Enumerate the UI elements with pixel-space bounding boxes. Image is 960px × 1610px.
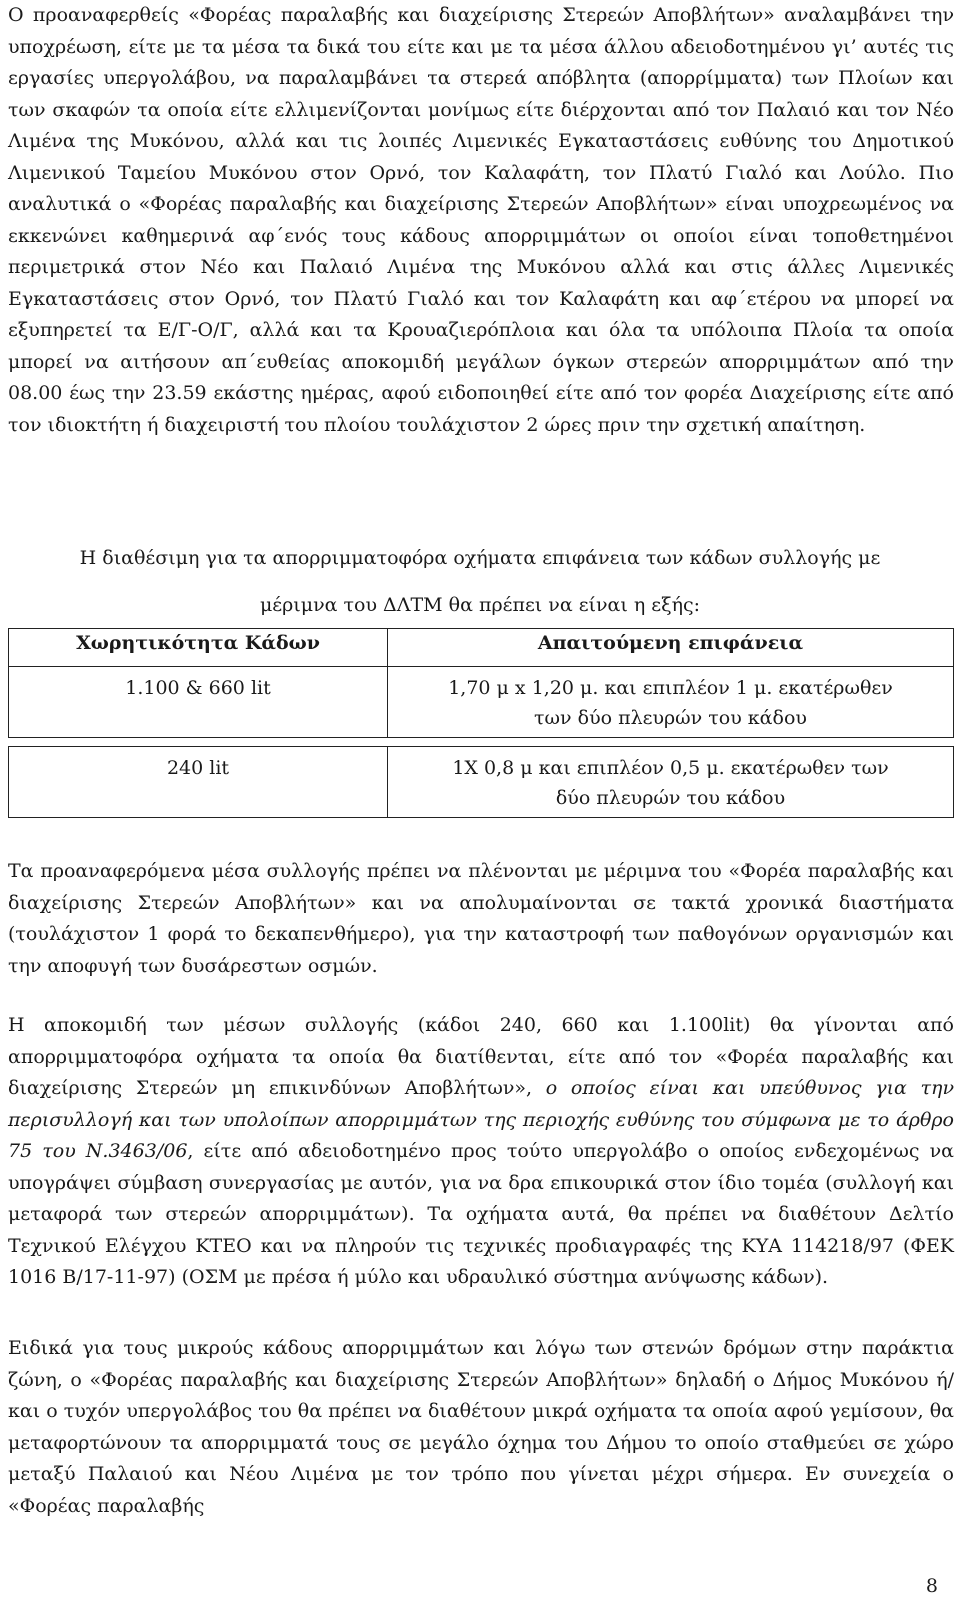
table-row: [9, 747, 954, 818]
cell-surface-line: δύο πλευρών του κάδου: [555, 787, 786, 809]
spacer-cell: [9, 738, 388, 747]
cell-capacity: 240 lit: [9, 747, 388, 818]
table-caption-line-1: Η διαθέσιμη για τα απορριμματοφόρα οχήματα επιφάνεια των κάδων συλλογής με: [79, 547, 881, 569]
paragraph-small-bins: Ειδικά για τους μικρούς κάδους απορριμμάτων και λόγω των στενών δρόμων στην παράκτια ζώνη, ο «Φορέας παραλαβής και διαχείρισης Στερεών Αποβλήτων» δηλαδή ο Δήμος Μυκόνου ή/και ο τυχόν υπεργολάβος του θα πρέπει να διαθέτουν μικρά οχήματα τα οποία αφού γεμίσουν, θα μεταφορτώνουν τα απορριμματά τους σε μεγάλο όχημα του Δήμου το οποίο σταθμεύει σε χώρο μεταξύ Παλαιού και Νέου Λιμένα με τον τρόπο που γίνεται μέχρι σήμερα. Εν συνεχεία ο «Φορέας παραλαβής: [8, 1337, 954, 1517]
header-required-surface: Απαιτούμενη επιφάνεια: [388, 629, 954, 667]
table-caption-line-2: μέριμνα του ΔΛΤΜ θα πρέπει να είναι η εξής:: [259, 594, 701, 616]
cell-surface-line: των δύο πλευρών του κάδου: [534, 707, 807, 729]
page-number: 8: [925, 1575, 938, 1597]
paragraph-bin-washing: Τα προαναφερόμενα μέσα συλλογής πρέπει να πλένονται με μέριμνα του «Φορέα παραλαβής και διαχείρισης Στερεών Αποβλήτων» και να απολυμαίνονται σε τακτά χρονικά διαστήματα (τουλάχιστον 1 φορά το δεκαπενθήμερο), για την καταστροφή των παθογόνων οργανισμών και την αποφυγή των δυσάρεστων οσμών.: [8, 860, 954, 977]
spacer-cell: [388, 738, 954, 747]
cell-surface-line: 1Χ 0,8 μ και επιπλέον 0,5 μ. εκατέρωθεν των: [452, 757, 889, 779]
table-row: [9, 667, 954, 738]
table-header-row: [9, 629, 954, 667]
paragraph-italic-text: ο οποίος είναι και υπεύθυνος για την περισυλλογή και των υπολοίπων απορριμμάτων της περιοχής ευθύνης του σύμφωνα με το άρθρο 75 του Ν.3463/06: [8, 1077, 954, 1162]
cell-surface-line: 1,70 μ x 1,20 μ. και επιπλέον 1 μ. εκατέρωθεν: [448, 677, 893, 699]
cell-surface: [388, 667, 954, 738]
paragraph-text: Η αποκομιδή των μέσων συλλογής (κάδοι 240, 660 και 1.100lit) θα γίνονται από απορριμματοφόρα οχήματα τα οποία θα διατίθενται, είτε από τον «Φορέα παραλαβής και διαχείρισης Στερεών μη επικινδύνων Αποβλήτων»,: [8, 1014, 954, 1099]
cell-capacity: 1.100 & 660 lit: [9, 667, 388, 738]
bin-surface-requirements-table: [8, 628, 954, 818]
paragraph-bin-collection-vehicles: [8, 1010, 954, 1294]
cell-surface: [388, 747, 954, 818]
paragraph-waste-collection-obligation: Ο προαναφερθείς «Φορέας παραλαβής και διαχείρισης Στερεών Αποβλήτων» αναλαμβάνει την υποχρέωση, είτε με τα μέσα τα δικά του είτε και με τα μέσα άλλου αδειοδοτημένου γι’ αυτές τις εργασίες υπεργολάβου, να παραλαμβάνει τα στερεά απόβλητα (απορρίμματα) των Πλοίων και των σκαφών τα οποία είτε ελλιμενίζονται μονίμως είτε διέρχονται από τον Παλαιό και τον Νέο Λιμένα της Μυκόνου, αλλά και τις λοιπές Λιμενικές Εγκαταστάσεις ευθύνης του Δημοτικού Λιμενικού Ταμείου Μυκόνου στον Ορνό, τον Καλαφάτη, τον Πλατύ Γιαλό και Λούλο. Πιο αναλυτικά ο «Φορέας παραλαβής και διαχείρισης Στερεών Αποβλήτων» είναι υποχρεωμένος να εκκενώνει καθημερινά αφ΄ενός τους κάδους απορριμμάτων οι οποίοι είναι τοποθετημένοι περιμετρικά στον Νέο και Παλαιό Λιμένα της Μυκόνου αλλά και στις άλλες Λιμενικές Εγκαταστάσεις στον Ορνό, τον Πλατύ Γιαλό και τον Καλαφάτη και αφ΄ετέρου να μπορεί να εξυπηρετεί τα Ε/Γ-Ο/Γ, αλλά και τα Κρουαζιερόπλοια και όλα τα υπόλοιπα Πλοία τα οποία μπορεί να αιτήσουν απ΄ευθείας αποκομιδή μεγάλων όγκων στερεών απορριμμάτων από την 08.00 έως την 23.59 εκάστης ημέρας, αφού ειδοποιηθεί είτε από τον φορέα Διαχείρισης είτε από τον ιδιοκτήτη ή διαχειριστή του πλοίου τουλάχιστον 2 ώρες πριν την σχετική απαίτηση.: [8, 4, 954, 436]
header-bin-capacity: Χωρητικότητα Κάδων: [9, 629, 388, 667]
paragraph-text: , είτε από αδειοδοτημένο προς τούτο υπεργολάβο ο οποίος ενδεχομένως να υπογράψει σύμβαση συνεργασίας με αυτόν, για να δρα επικουρικά στον ίδιο τομέα (συλλογή και μεταφορά των στερεών απορριμμάτων). Τα οχήματα αυτά, θα πρέπει να διαθέτουν Δελτίο Τεχνικού Ελέγχου ΚΤΕΟ και να πληρούν τις τεχνικές προδιαγραφές της ΚΥΑ 114218/97 (ΦΕΚ 1016 Β/17-11-97) (ΟΣΜ με πρέσα ή μύλο και υδραυλικό σύστημα ανύψωσης κάδων).: [8, 1140, 954, 1288]
table-spacer-row: [9, 738, 954, 747]
